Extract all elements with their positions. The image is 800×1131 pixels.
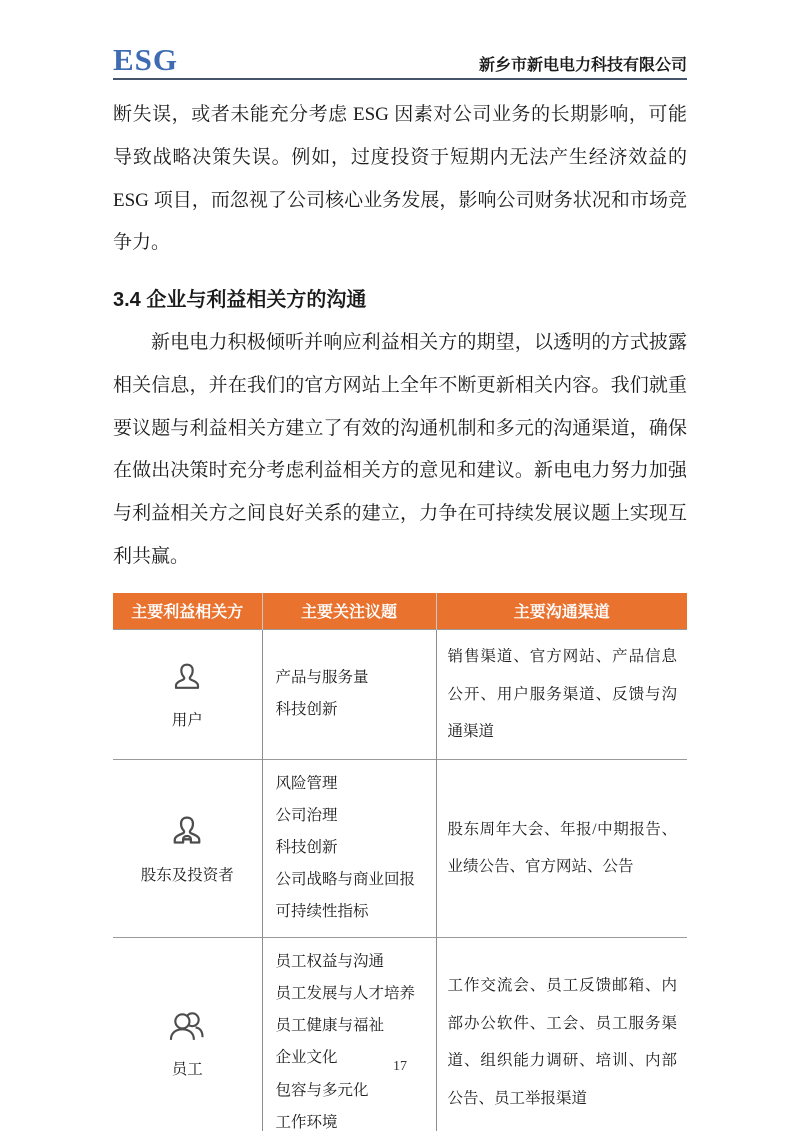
page-header: [113, 0, 687, 80]
topics-cell: [262, 937, 436, 1131]
topics-cell: [262, 759, 436, 937]
topic-item: 风险管理: [275, 774, 338, 792]
stakeholder-label: 员工: [171, 1060, 203, 1078]
stakeholder-label: 用户: [171, 711, 203, 729]
user-icon: [167, 659, 207, 699]
stakeholder-table: [113, 593, 687, 1131]
employees-icon: [164, 1006, 210, 1048]
column-header-stakeholder: 主要利益相关方: [113, 593, 262, 630]
topic-item: 包容与多元化: [275, 1081, 369, 1099]
topic-item: 公司战略与商业回报: [275, 871, 416, 889]
topic-item: 公司治理: [275, 806, 338, 824]
channels-cell: 股东周年大会、年报/中期报告、业绩公告、官方网站、公告: [436, 759, 687, 937]
shareholder-icon: [166, 812, 208, 854]
paragraph-esg-risk: 断失误，或者未能充分考虑 ESG 因素对公司业务的长期影响，可能导致战略决策失误。例如，过度投资于短期内无法产生经济效益的 ESG 项目，而忽视了公司核心业务发展，影响公司财务状况和市场竞争力。: [113, 104, 687, 254]
page-number: 17: [393, 1059, 407, 1074]
topic-item: 工作环境: [275, 1113, 338, 1131]
topics-cell: [262, 630, 436, 760]
section-heading: 3.4 企业与利益相关方的沟通: [113, 289, 367, 311]
topic-item: 科技创新: [275, 838, 338, 856]
column-header-channels: 主要沟通渠道: [436, 593, 687, 630]
topic-item: 产品与服务量: [275, 669, 369, 687]
table-row-shareholders: [113, 759, 687, 937]
paragraph-stakeholder-communication: 新电电力积极倾听并响应利益相关方的期望，以透明的方式披露相关信息，并在我们的官方网站上全年不断更新相关内容。我们就重要议题与利益相关方建立了有效的沟通机制和多元的沟通渠道，确保在做出决策时充分考虑利益相关方的意见和建议。新电电力努力加强与利益相关方之间良好关系的建立，力争在可持续发展议题上实现互利共赢。: [113, 332, 687, 567]
stakeholder-label: 股东及投资者: [140, 866, 234, 884]
topic-item: 企业文化: [275, 1049, 338, 1067]
company-name: 新乡市新电电力科技有限公司: [478, 56, 687, 74]
topic-item: 员工权益与沟通: [275, 952, 385, 970]
channels-cell: 销售渠道、官方网站、产品信息公开、用户服务渠道、反馈与沟通渠道: [436, 630, 687, 760]
topic-item: 科技创新: [275, 701, 338, 719]
table-row-users: [113, 630, 687, 760]
stakeholder-table-header: [113, 593, 687, 630]
esg-logo: ESG: [113, 42, 179, 77]
column-header-topics: 主要关注议题: [262, 593, 436, 630]
channels-cell: 工作交流会、员工反馈邮箱、内部办公软件、工会、员工服务渠道、组织能力调研、培训、内部公告、员工举报渠道: [436, 937, 687, 1131]
topic-item: 员工健康与福祉: [275, 1017, 385, 1035]
table-row-employees: [113, 937, 687, 1131]
topic-item: 员工发展与人才培养: [275, 984, 416, 1002]
topic-item: 可持续性指标: [275, 903, 369, 921]
